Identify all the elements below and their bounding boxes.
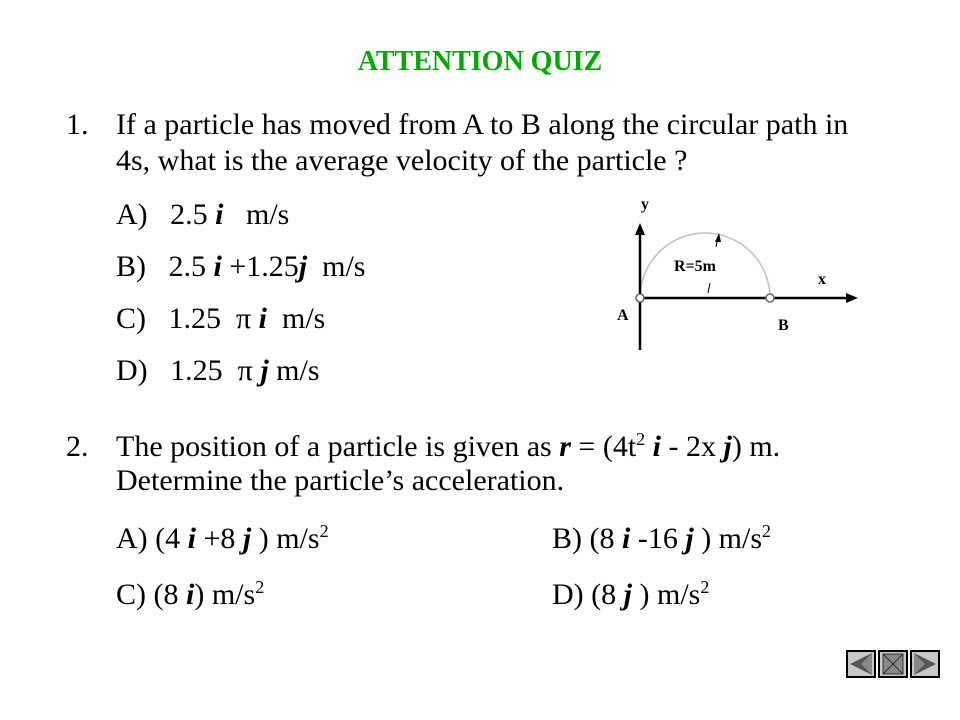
option-label: C) [116,578,146,611]
unit-vector-j: j [723,430,732,463]
next-slide-button[interactable] [910,650,940,678]
pi-symbol: π [237,354,253,387]
x-axis-label: x [818,271,826,288]
pi-symbol: π [236,302,252,335]
q1-line2: 4s, what is the average velocity of the particle ? [116,144,688,177]
option-value: 2.5 [170,198,208,231]
y-axis-label: y [641,196,649,213]
slide-navigation [846,650,940,678]
next-icon [912,652,938,676]
point-a-label: A [617,307,629,324]
q2-number: 2. [66,430,89,463]
q2-eq: = (4t [578,430,637,463]
q2-line1-text: The position of a particle is given as [116,430,552,463]
q2-option-b[interactable] [552,522,771,556]
position-vector-r: r [559,430,571,463]
option-unit: m/s [276,354,320,387]
q2-apostrophe: ’ [384,464,393,497]
q2-line2 [116,464,564,498]
q2-option-d[interactable] [552,578,709,612]
q2-line2-pre: Determine the particle [116,464,385,497]
q2-line1 [116,430,780,464]
q2-option-c[interactable] [116,578,264,612]
option-mid: +1.25 [229,250,299,283]
unit-vector-j: j [685,522,694,555]
menu-slide-button[interactable] [878,650,908,678]
exponent: 2 [700,577,710,597]
option-value: 1.25 [170,354,223,387]
q1-number: 1. [66,108,89,141]
option-close: ) m/s [639,578,701,611]
option-label: C) [116,302,146,335]
q1-option-c[interactable] [116,302,325,336]
exponent: 2 [762,521,772,541]
unit-vector-i: i [213,250,222,283]
unit-vector-i: i [622,522,631,555]
option-close: ) m/s [194,578,256,611]
unit-vector-j: j [623,578,632,611]
unit-vector-i: i [215,198,224,231]
exponent: 2 [255,577,265,597]
unit-vector-j: j [242,522,252,555]
q1-option-d[interactable] [116,354,320,388]
option-label: B) [116,250,146,283]
q2-line2-post: s acceleration. [392,464,565,497]
option-open: (8 [589,522,615,555]
option-open: (4 [155,522,181,555]
option-close: ) m/s [701,522,763,555]
menu-icon [880,652,906,676]
unit-vector-i: i [186,578,195,611]
x-axis-arrow [846,293,858,303]
exponent: 2 [636,429,646,449]
previous-slide-button[interactable] [846,650,876,678]
unit-vector-j: j [298,250,308,283]
option-label: B) [552,522,582,555]
circular-path-diagram [600,195,860,365]
option-value: 1.25 [168,302,221,335]
radius-label: R=5m [674,258,716,275]
y-axis-arrow [635,223,645,235]
point-b-label: B [778,317,789,334]
unit-vector-j: j [260,354,269,387]
option-label: A) [116,198,148,231]
unit-vector-i: i [258,302,267,335]
option-label: D) [552,578,584,611]
q2-mid: - 2x [668,430,716,463]
exponent: 2 [319,521,329,541]
prev-icon [848,652,874,676]
point-a-marker [636,294,644,302]
quiz-title: ATTENTION QUIZ [357,46,603,77]
option-mid: +8 [203,522,236,555]
option-close: ) m/s [258,522,320,555]
option-unit: m/s [282,302,326,335]
option-value: 2.5 [168,250,206,283]
option-unit: m/s [246,198,290,231]
point-b-marker [766,294,774,302]
q2-end: ) m. [731,430,781,463]
option-label: A) [116,522,148,555]
q1-option-a[interactable] [116,198,289,232]
q2-option-a[interactable] [116,522,329,556]
option-unit: m/s [322,250,366,283]
unit-vector-i: i [187,522,196,555]
q1-option-b[interactable] [116,250,365,284]
q1-line1: If a particle has moved from A to B along the circular path in [116,108,849,141]
unit-vector-i: i [652,430,661,463]
option-open: (8 [591,578,617,611]
option-mid: -16 [637,522,678,555]
radius-tick-lower [708,283,710,293]
option-label: D) [116,354,148,387]
option-open: (8 [153,578,179,611]
